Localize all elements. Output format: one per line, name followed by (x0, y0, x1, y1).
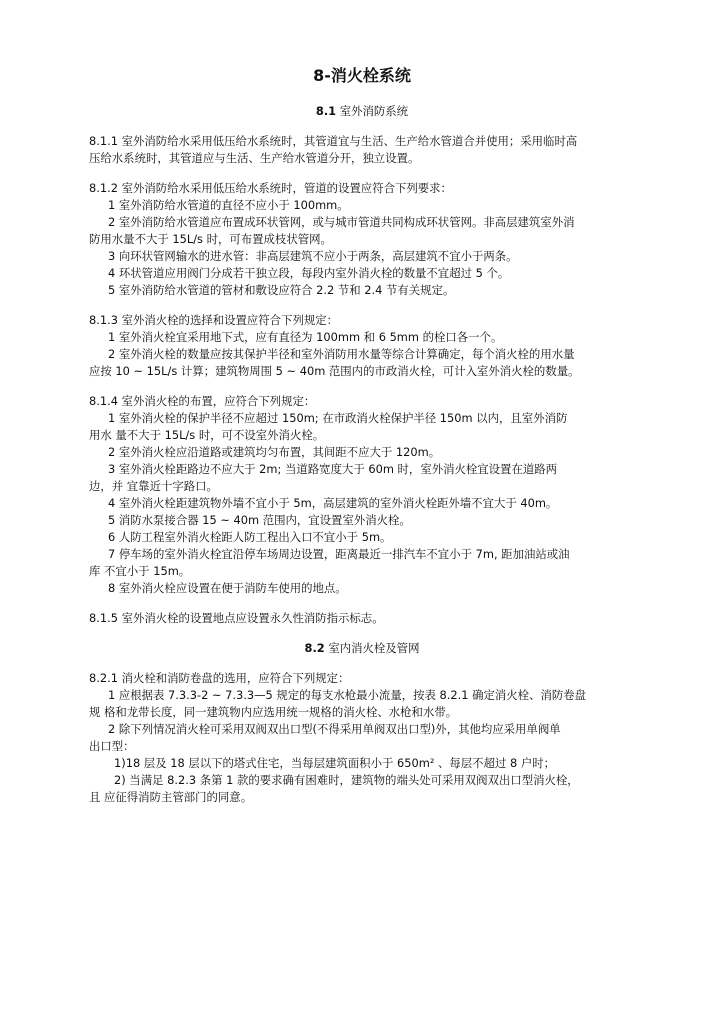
section-number: 8.2 (304, 641, 325, 655)
clause-item: 5 室外消防给水管道的管材和敷设应符合 2.2 节和 2.4 节有关规定。 (108, 283, 455, 297)
clause-item: 6 人防工程室外消火栓距人防工程出入口不宜小于 5m。 (108, 530, 392, 544)
clause-text: 8.1.2 室外消防给水采用低压给水系统时，管道的设置应符合下列要求： (89, 181, 452, 195)
clause-text: 8.1.3 室外消火栓的选择和设置应符合下列规定： (89, 313, 339, 327)
clause-item: 3 室外消火栓距路边不应大于 2m; 当道路宽度大于 60m 时，室外消火栓宜设置在道路两 (108, 462, 558, 476)
clause-item: 2 除下列情况消火栓可采用双阀双出口型(不得采用单阀双出口型)外，其他均应采用单阀单 (108, 722, 561, 736)
clause-item: 4 环状管道应用阀门分成若干独立段，每段内室外消火栓的数量不宜超过 5 个。 (108, 266, 510, 280)
section-number: 8.1 (315, 104, 337, 118)
clause-text: 8.2.1 消火栓和消防卷盘的选用，应符合下列规定： (89, 671, 350, 685)
clause-item: 7 停车场的室外消火栓宜沿停车场周边设置，距离最近一排汽车不宜小于 7m, 距加油站或油 (108, 547, 570, 561)
section-8-2-heading (0, 640, 724, 656)
clause-item: 5 消防水泵接合器 15 ~ 40m 范围内，宜设置室外消火栓。 (108, 513, 411, 527)
clause-subitem: 2) 当满足 8.2.3 条第 1 款的要求确有困难时，建筑物的端头处可采用双阀双出口型消火栓， (114, 773, 579, 787)
clause-item: 4 室外消火栓距建筑物外墙不宜小于 5m，高层建筑的室外消火栓距外墙不宜大于 40m。 (108, 496, 558, 510)
clause-subitem: 1)18 层及 18 层以下的塔式住宅，当每层建筑面积小于 650m² 、每层不超过 8 户时； (114, 756, 556, 770)
clause-item: 1 室外消火栓的保护半径不应超过 150m; 在市政消火栓保护半径 150m 以内，且室外消防 (108, 411, 568, 425)
clause-text: 防用水量不大于 15L/s 时，可布置成枝状管网。 (89, 232, 332, 246)
clause-text: 出口型： (89, 739, 135, 753)
clause-text: 库 不宜小于 15m。 (89, 564, 191, 578)
section-title: 室内消火栓及管网 (328, 641, 420, 655)
clause-text: 用水 量不大于 15L/s 时，可不设室外消火栓。 (89, 428, 325, 442)
clause-text: 边，并 宜靠近十字路口。 (89, 479, 218, 493)
clause-text: 8.1.4 室外消火栓的布置，应符合下列规定： (89, 394, 316, 408)
clause-item: 1 应根据表 7.3.3-2 ~ 7.3.3—5 规定的每支水枪最小流量，按表 8.2.1 确定消火栓、消防卷盘 (108, 688, 587, 702)
clause-text: 8.1.5 室外消火栓的设置地点应设置永久性消防指示标志。 (89, 611, 384, 625)
clause-item: 2 室外消防给水管道应布置成环状管网，或与城市管道共同构成环状管网。非高层建筑室外消 (108, 215, 575, 229)
section-8-1-heading (0, 103, 724, 119)
clause-text: 规 格和龙带长度，同一建筑物内应选用统一规格的消火栓、水枪和水带。 (89, 705, 458, 719)
clause-item: 2 室外消火栓应沿道路或建筑均匀布置，其间距不应大于 120m。 (108, 445, 441, 459)
clause-text: 8.1.1 室外消防给水采用低压给水系统时，其管道宜与生活、生产给水管道合并使用；采用临时高 (89, 134, 578, 148)
page-title: 8-消火栓系统 (313, 66, 411, 85)
clause-text: 应按 10 ~ 15L/s 计算；建筑物周围 5 ~ 40m 范围内的市政消火栓，可计入室外消火栓的数量。 (89, 364, 580, 378)
clause-item: 1 室外消火栓宜采用地下式，应有直径为 100mm 和 6 5mm 的栓口各一个。 (108, 330, 503, 344)
clause-text: 且 应征得消防主管部门的同意。 (89, 790, 253, 804)
clause-item: 8 室外消火栓应设置在便于消防车使用的地点。 (108, 581, 347, 595)
clause-item: 1 室外消防给水管道的直径不应小于 100mm。 (108, 198, 349, 212)
clause-item: 3 向环状管网输水的进水管：非高层建筑不应小于两条，高层建筑不宜小于两条。 (108, 249, 518, 263)
section-title: 室外消防系统 (339, 104, 409, 118)
clause-text: 压给水系统时，其管道应与生活、生产给水管道分开，独立设置。 (89, 151, 420, 165)
clause-item: 2 室外消火栓的数量应按其保护半径和室外消防用水量等综合计算确定，每个消火栓的用水量 (108, 347, 575, 361)
